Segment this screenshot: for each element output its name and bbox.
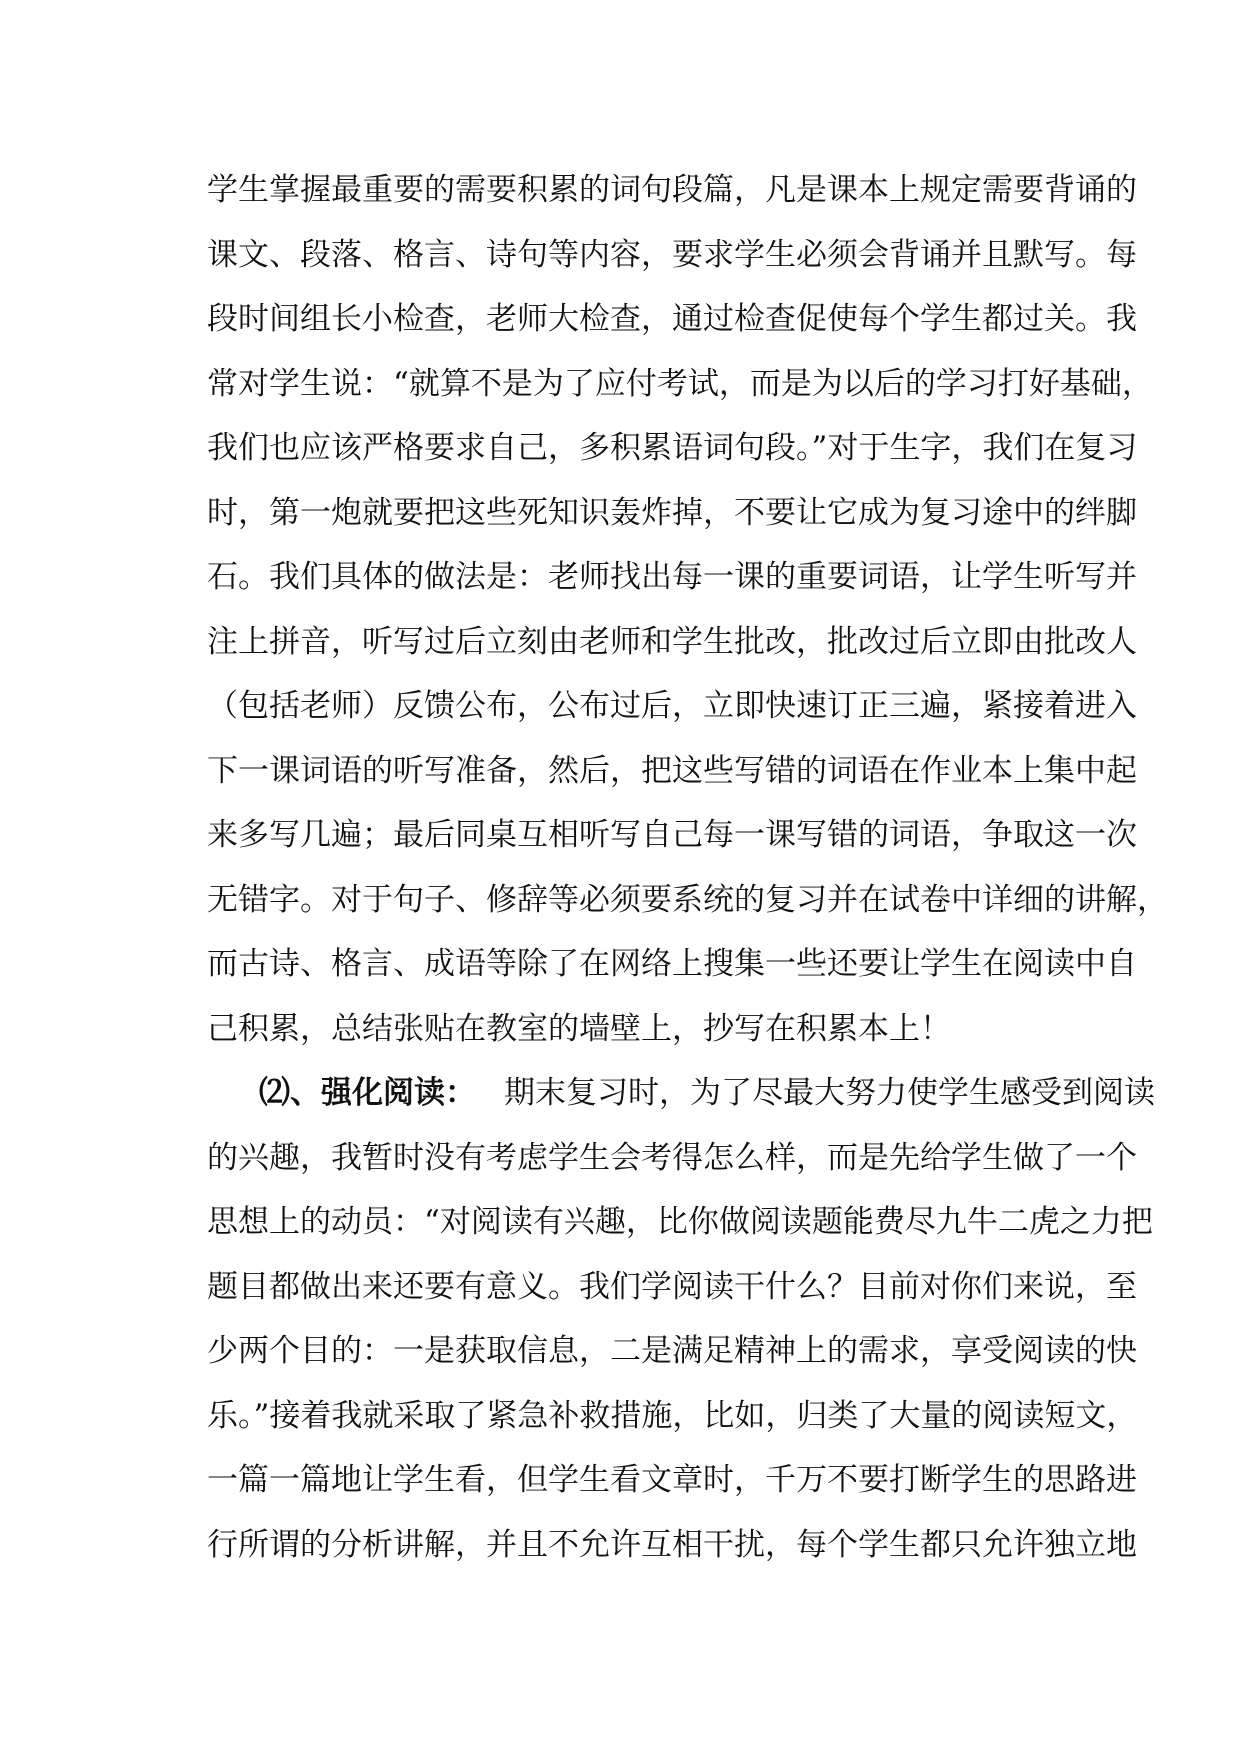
text-line: 无错字。对于句子、修辞等必须要系统的复习并在试卷中详细的讲解， <box>207 881 1168 918</box>
paragraph-reinforce-reading <box>207 1061 1155 1577</box>
text-run: 期末复习时，为了尽最大努力使学生感受到阅读 <box>504 1075 1155 1111</box>
text-line: 己积累，总结张贴在教室的墙壁上，抄写在积累本上！ <box>207 1010 951 1047</box>
text-line: （包括老师）反馈公布，公布过后，立即快速订正三遍，紧接着进入 <box>207 688 1137 724</box>
text-line: 少两个目的：一是获取信息，二是满足精神上的需求，享受阅读的快 <box>207 1333 1137 1369</box>
text-line: 注上拼音，听写过后立刻由老师和学生批改，批改过后立即由批改人 <box>207 623 1137 660</box>
section-heading: 、强化阅读： <box>290 1075 476 1111</box>
text-line: 段时间组长小检查，老师大检查，通过检查促使每个学生都过关。我 <box>207 301 1137 337</box>
text-line: 思想上的动员：“对阅读有兴趣，比你做阅读题能费尽九牛二虎之力把 <box>207 1204 1153 1240</box>
text-line: 来多写几遍；最后同桌互相听写自己每一课写错的词语，争取这一次 <box>207 817 1137 853</box>
text-line: 题目都做出来还要有意义。我们学阅读干什么？目前对你们来说，至 <box>207 1268 1137 1305</box>
text-line: 课文、段落、格言、诗句等内容，要求学生必须会背诵并且默写。每 <box>207 236 1137 273</box>
text-line: 石。我们具体的做法是：老师找出每一课的重要词语，让学生听写并 <box>207 559 1137 595</box>
text-line: 时，第一炮就要把这些死知识轰炸掉，不要让它成为复习途中的绊脚 <box>207 494 1137 531</box>
section-heading-line <box>207 1061 1155 1126</box>
section-number: ⑵ <box>259 1075 290 1111</box>
document-page <box>207 158 1168 1577</box>
text-line: 一篇一篇地让学生看，但学生看文章时，千万不要打断学生的思路进 <box>207 1462 1137 1498</box>
text-line: 的兴趣，我暂时没有考虑学生会考得怎么样，而是先给学生做了一个 <box>207 1139 1137 1176</box>
paragraph-vocabulary-accumulation <box>207 158 1168 1061</box>
text-line: 学生掌握最重要的需要积累的词句段篇，凡是课本上规定需要背诵的 <box>207 172 1137 208</box>
text-line: 而古诗、格言、成语等除了在网络上搜集一些还要让学生在阅读中自 <box>207 946 1137 982</box>
text-line: 我们也应该严格要求自己，多积累语词句段。”对于生字，我们在复习 <box>207 430 1138 466</box>
text-line: 行所谓的分析讲解，并且不允许互相干扰，每个学生都只允许独立地 <box>207 1526 1137 1563</box>
text-line: 常对学生说：“就算不是为了应付考试，而是为以后的学习打好基础， <box>207 365 1153 402</box>
text-line: 乐。”接着我就采取了紧急补救措施，比如，归类了大量的阅读短文， <box>207 1397 1138 1434</box>
text-line: 下一课词语的听写准备，然后，把这些写错的词语在作业本上集中起 <box>207 752 1137 789</box>
